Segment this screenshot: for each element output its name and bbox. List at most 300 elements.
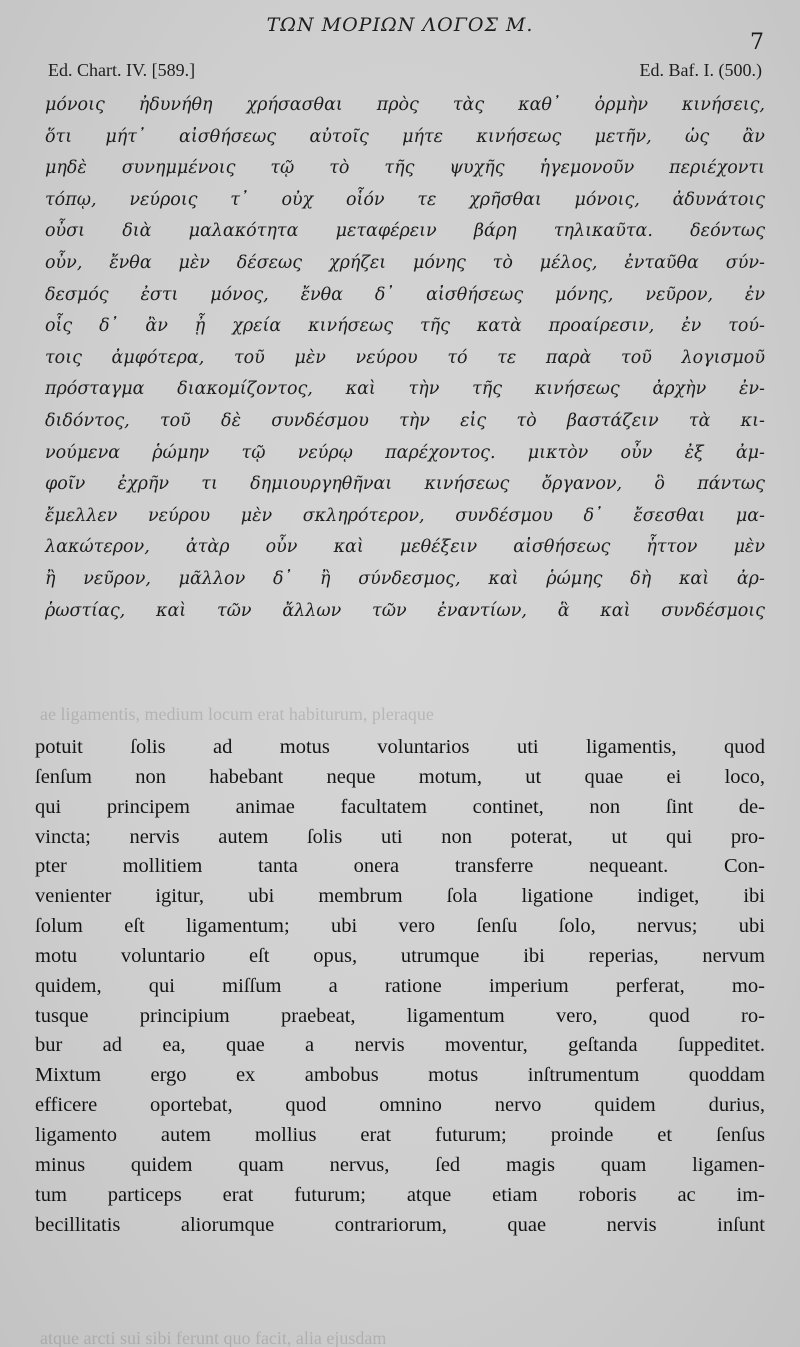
word: etiam	[492, 1183, 538, 1206]
word: ibi	[523, 944, 545, 967]
word: εἰς	[460, 410, 487, 431]
word: νεύρῳ	[297, 442, 353, 463]
word: τοῦ	[621, 347, 652, 368]
word: vero,	[555, 1004, 598, 1027]
word: loco,	[724, 765, 765, 788]
word: a	[305, 1034, 315, 1057]
word: ſint	[665, 795, 694, 818]
word: roboris	[578, 1183, 637, 1206]
word: facultatem	[340, 795, 427, 818]
word: im-	[736, 1183, 765, 1206]
word: ὅτι	[45, 126, 73, 147]
latin-text-line	[35, 882, 765, 912]
word: λακώτερον,	[45, 537, 150, 558]
latin-text-line	[35, 972, 765, 1002]
latin-text-line	[35, 793, 765, 823]
greek-text-line	[45, 343, 765, 375]
word: κινήσεις,	[681, 95, 765, 115]
word: μὲν	[240, 505, 273, 526]
word: ubi	[738, 915, 765, 938]
word: ἄλλων	[282, 600, 342, 621]
word: τηλικαῦτα.	[553, 221, 653, 242]
word: opus,	[313, 944, 358, 967]
word: Con-	[723, 855, 765, 878]
word: ubi	[331, 915, 358, 938]
word: oportebat,	[150, 1094, 233, 1117]
word: perferat,	[615, 974, 685, 997]
word: ᾖ	[194, 316, 206, 337]
word: efficere	[35, 1094, 98, 1117]
word: ἐν	[744, 284, 765, 305]
word: δ᾽	[272, 568, 293, 589]
word: non	[589, 795, 621, 818]
word: quae	[584, 765, 624, 788]
word: συνδέσμου	[271, 410, 369, 431]
latin-text-line	[35, 1002, 765, 1032]
word: eſt	[248, 944, 270, 967]
word: ligamento	[35, 1123, 117, 1146]
greek-text-block	[45, 90, 765, 627]
word: ratione	[384, 974, 442, 997]
word: ἔμελλεν	[45, 505, 118, 526]
word: reperias,	[588, 944, 659, 967]
latin-text-line	[35, 1151, 765, 1181]
word: δ᾽	[374, 284, 395, 305]
word: ſolis	[130, 736, 166, 758]
word: ligamentum	[406, 1004, 505, 1027]
greek-text-line	[45, 438, 765, 470]
word: durius,	[708, 1094, 765, 1117]
word: οὖν,	[45, 252, 83, 273]
word: eſt	[124, 915, 145, 938]
word: νούμενα	[45, 442, 121, 463]
word: a	[328, 974, 338, 997]
word: δ᾽	[583, 505, 603, 526]
show-through-text-top: ae ligamentis, medium locum erat habiturum, pleraque	[40, 704, 434, 724]
word: μικτὸν	[527, 442, 589, 463]
word: et	[657, 1123, 673, 1146]
word: bur	[35, 1034, 63, 1057]
word: ea,	[162, 1034, 186, 1057]
word: contrariorum,	[334, 1213, 447, 1236]
word: nervus,	[329, 1153, 390, 1176]
word: μηδὲ	[45, 158, 87, 179]
word: τε	[497, 347, 517, 368]
word: non	[135, 765, 166, 788]
word: ac	[677, 1183, 696, 1206]
word: ἡγεμονοῦν	[539, 158, 635, 179]
word: νεῦρον,	[83, 568, 151, 589]
word: motum,	[418, 765, 482, 788]
word: συνδέσμοις	[661, 600, 765, 621]
word: τὴν	[408, 379, 440, 400]
word: motus	[428, 1064, 479, 1087]
greek-text-line	[45, 532, 765, 564]
word: ro-	[741, 1004, 765, 1027]
word: χρήζει	[328, 252, 387, 273]
word: κατὰ	[476, 316, 522, 337]
word: futurum;	[435, 1123, 507, 1146]
word: πρόσταγμα	[45, 379, 145, 400]
word: pter	[35, 855, 67, 878]
latin-text-line	[35, 1091, 765, 1121]
word: ἂν	[145, 316, 168, 337]
word: τόπῳ,	[45, 189, 97, 210]
word: χρῆσθαι	[469, 189, 542, 210]
word: qui	[35, 795, 62, 818]
greek-text-line	[45, 248, 765, 280]
word: οἷς	[45, 316, 73, 337]
word: ἐνταῦθα	[624, 252, 699, 273]
latin-text-line	[35, 942, 765, 972]
word: καὶ	[678, 568, 710, 589]
greek-text-line	[45, 374, 765, 406]
word: πάντως	[697, 474, 765, 495]
word: nervo	[494, 1094, 542, 1117]
word: προαίρεσιν,	[548, 316, 655, 337]
word: transferre	[454, 855, 534, 878]
word: χρεία	[232, 316, 282, 337]
word: ſuppeditet.	[677, 1034, 765, 1057]
word: motu	[35, 944, 78, 967]
word: ῥώμης	[546, 568, 603, 589]
word: τὰ	[688, 410, 711, 431]
word: μόνης	[412, 252, 466, 273]
word: παρὰ	[545, 347, 592, 368]
word: τού-	[728, 316, 765, 337]
word: venienter	[35, 885, 112, 908]
word: καὶ	[600, 600, 631, 621]
word: κινήσεως	[424, 474, 510, 495]
word: neque	[326, 765, 376, 788]
word: ὃ	[654, 474, 665, 495]
word: μόνης,	[555, 284, 614, 305]
word: ſenſu	[476, 915, 518, 938]
word: τὰς	[452, 95, 485, 115]
word: διδόντος,	[45, 410, 130, 431]
word: τι	[201, 474, 218, 495]
word: αἰσθήσεως	[179, 126, 277, 147]
word: πρὸς	[376, 95, 419, 115]
word: de-	[738, 795, 765, 818]
word: utrumque	[400, 944, 480, 967]
word: τε	[417, 189, 437, 210]
word: μα-	[735, 505, 765, 526]
word: ibi	[743, 885, 765, 908]
word: μετῆν,	[594, 126, 652, 147]
word: inſtrumentum	[527, 1064, 640, 1087]
word: moventur,	[444, 1034, 528, 1057]
word: ἀδυνάτοις	[672, 189, 765, 210]
word: nervis	[606, 1213, 657, 1236]
word: λογισμοῦ	[681, 347, 765, 368]
word: ſola	[446, 885, 478, 908]
word: autem	[160, 1123, 211, 1146]
word: motus	[279, 736, 330, 758]
word: τῶν	[216, 600, 252, 621]
word: μᾶλλον	[178, 568, 246, 589]
latin-text-line	[35, 823, 765, 853]
word: principem	[106, 795, 190, 818]
word: atque	[406, 1183, 452, 1206]
latin-text-line	[35, 763, 765, 793]
word: σύνδεσμος,	[358, 568, 461, 589]
word: μόνοις,	[574, 189, 640, 210]
word: ligamen-	[692, 1153, 765, 1176]
word: qui	[665, 825, 693, 848]
word: voluntarios	[377, 736, 470, 758]
word: καθ᾽	[518, 95, 561, 115]
word: μήτ᾽	[105, 126, 146, 147]
word: κι-	[740, 410, 765, 431]
word: mollius	[254, 1123, 317, 1146]
word: ad	[212, 736, 233, 758]
running-head: ΤΩΝ ΜΟΡΙΩΝ ΛΟΓΟΣ Μ.	[266, 14, 534, 36]
word: ἢ	[45, 568, 56, 589]
latin-text-line	[35, 1181, 765, 1211]
greek-text-line	[45, 406, 765, 438]
word: τὸ	[492, 252, 513, 273]
greek-text-line	[45, 90, 765, 122]
word: ἀμφότερα,	[111, 347, 205, 368]
edition-reference-right: Ed. Baf. I. (500.)	[639, 60, 762, 80]
latin-text-line	[35, 1061, 765, 1091]
word: vincta;	[35, 825, 91, 848]
word: erat	[360, 1123, 392, 1146]
word: αἰσθήσεως	[513, 537, 611, 558]
word: quae	[226, 1034, 265, 1057]
word: ἀτὰρ	[185, 537, 230, 558]
word: τοῦ	[233, 347, 265, 368]
word: quod	[723, 736, 765, 758]
greek-text-line	[45, 596, 765, 628]
word: τῶν	[372, 600, 407, 621]
word: futurum;	[294, 1183, 366, 1206]
word: καὶ	[345, 379, 376, 400]
word: poterat,	[510, 825, 573, 848]
word: ὄργανον,	[541, 474, 623, 495]
word: μαλακότητα	[188, 221, 299, 242]
word: mollitiem	[122, 855, 203, 878]
word: miſſum	[222, 974, 282, 997]
word: τ᾽	[230, 189, 249, 210]
word: ubi	[248, 885, 275, 908]
word: ut	[611, 825, 628, 848]
word: omnino	[379, 1094, 442, 1117]
word: διὰ	[122, 221, 152, 242]
word: nervis	[354, 1034, 405, 1057]
latin-text-block	[35, 733, 765, 1240]
word: μὲν	[178, 252, 210, 273]
edition-reference-left: Ed. Chart. IV. [589.]	[48, 60, 196, 80]
word: συνδέσμου	[455, 505, 553, 526]
word: δεσμός	[45, 284, 109, 305]
word: minus	[35, 1153, 86, 1176]
word: ἀρ-	[736, 568, 765, 589]
word: μεταφέρειν	[335, 221, 437, 242]
word: μέλος,	[539, 252, 598, 273]
word: principium	[139, 1004, 230, 1027]
word: ψυχῆς	[449, 158, 505, 179]
word: κινήσεως	[308, 316, 393, 337]
word: ἐχρῆν	[117, 474, 169, 495]
word: ad	[102, 1034, 123, 1057]
word: proinde	[550, 1123, 614, 1146]
word: ἐστι	[140, 284, 179, 305]
word: Mixtum	[35, 1064, 102, 1087]
word: οἷόν	[346, 189, 385, 210]
word: μόνος,	[210, 284, 269, 305]
word: νεύρου	[147, 505, 211, 526]
word: νεύροις	[129, 189, 198, 210]
word: δημιουργηθῆναι	[250, 474, 393, 495]
word: δὴ	[630, 568, 652, 589]
word: quod	[285, 1094, 327, 1117]
latin-text-line	[35, 733, 765, 763]
word: δὲ	[221, 410, 241, 431]
word: τοῦ	[159, 410, 191, 431]
word: ambobus	[304, 1064, 379, 1087]
greek-text-line	[45, 153, 765, 185]
word: ſolum	[35, 915, 83, 938]
word: ἢ	[320, 568, 331, 589]
word: παρέχοντος.	[385, 442, 496, 463]
word: ſenſum	[35, 765, 92, 788]
word: qui	[148, 974, 175, 997]
word: μήτε	[402, 126, 444, 147]
word: tanta	[258, 855, 298, 878]
word: ἔσεσθαι	[633, 505, 706, 526]
word: ἀρχὴν	[652, 379, 707, 400]
word: μὲν	[294, 347, 326, 368]
word: ἠδυνήθη	[138, 95, 213, 115]
word: geſtanda	[568, 1034, 638, 1057]
word: βάρη	[473, 221, 517, 242]
word: περιέχοντι	[669, 158, 765, 179]
word: onera	[353, 855, 400, 878]
word: ῥωστίας,	[45, 600, 126, 621]
word: οὖν	[620, 442, 653, 463]
word: διακομίζοντος,	[177, 379, 313, 400]
word: τὴν	[399, 410, 430, 431]
word: αὐτοῖς	[309, 126, 369, 147]
word: ὡς	[685, 126, 710, 147]
word: φοῖν	[45, 474, 86, 495]
word: quae	[507, 1213, 547, 1236]
word: τῆς	[472, 379, 503, 400]
word: ſed	[435, 1153, 461, 1176]
word: οὖν	[265, 537, 298, 558]
word: βαστάζειν	[566, 410, 659, 431]
word: συνημμένοις	[121, 158, 236, 179]
word: quam	[600, 1153, 647, 1176]
word: ergo	[150, 1064, 187, 1087]
word: μεθέξειν	[399, 537, 478, 558]
word: τῆς	[419, 316, 450, 337]
word: ut	[525, 765, 542, 788]
latin-text-line	[35, 1121, 765, 1151]
word: μόνοις	[45, 95, 105, 115]
word: nervus;	[637, 915, 698, 938]
word: μὲν	[733, 537, 765, 558]
word: ἐν-	[739, 379, 765, 400]
greek-text-line	[45, 469, 765, 501]
word: particeps	[107, 1183, 182, 1206]
word: non	[441, 825, 473, 848]
word: σύν-	[725, 252, 765, 273]
word: νεύρου	[355, 347, 418, 368]
word: nervum	[702, 944, 765, 967]
page-number: 7	[750, 30, 764, 55]
word: ῥώμην	[152, 442, 210, 463]
word: membrum	[318, 885, 403, 908]
greek-text-line	[45, 311, 765, 343]
greek-text-line	[45, 501, 765, 533]
greek-text-line	[45, 122, 765, 154]
latin-text-line	[35, 1031, 765, 1061]
word: κινήσεως	[476, 126, 562, 147]
word: quidem,	[35, 974, 102, 997]
latin-text-line	[35, 852, 765, 882]
word: οὐχ	[281, 189, 314, 210]
word: becillitatis	[35, 1213, 121, 1236]
word: καὶ	[333, 537, 364, 558]
word: δέσεως	[236, 252, 303, 273]
word: δ᾽	[99, 316, 119, 337]
word: κινήσεως	[534, 379, 620, 400]
word: τὸ	[329, 158, 350, 179]
word: σκληρότερον,	[302, 505, 425, 526]
word: nequeant.	[589, 855, 669, 878]
word: τῷ	[270, 158, 295, 179]
word: uti	[380, 825, 403, 848]
word: ἐν	[681, 316, 702, 337]
word: ἧττον	[646, 537, 698, 558]
word: ei	[666, 765, 682, 788]
word: ligamentum;	[186, 915, 290, 938]
greek-text-line	[45, 564, 765, 596]
word: ἐναντίων,	[437, 600, 527, 621]
word: τό	[447, 347, 468, 368]
word: inſunt	[717, 1213, 765, 1236]
word: τοις	[45, 347, 82, 368]
word: habebant	[209, 765, 284, 788]
latin-text-line	[35, 912, 765, 942]
word: ἔνθα	[109, 252, 152, 273]
word: αἰσθήσεως	[426, 284, 524, 305]
word: τῆς	[384, 158, 415, 179]
word: ὁρμὴν	[594, 95, 648, 115]
word: mo-	[731, 974, 765, 997]
word: nervis	[129, 825, 180, 848]
word: δεόντως	[690, 221, 765, 242]
word: τὸ	[516, 410, 537, 431]
word: tusque	[35, 1004, 89, 1027]
word: τῷ	[241, 442, 266, 463]
word: vero	[398, 915, 435, 938]
word: ſenſus	[715, 1123, 765, 1146]
word: indiget,	[637, 885, 700, 908]
word: ἂν	[742, 126, 765, 147]
word: aliorumque	[180, 1213, 275, 1236]
word: νεῦρον,	[645, 284, 714, 305]
word: ἔνθα	[300, 284, 343, 305]
word: καὶ	[488, 568, 519, 589]
word: quidem	[130, 1153, 193, 1176]
word: praebeat,	[281, 1004, 356, 1027]
latin-text-line	[35, 1211, 765, 1241]
word: tum	[35, 1183, 67, 1206]
